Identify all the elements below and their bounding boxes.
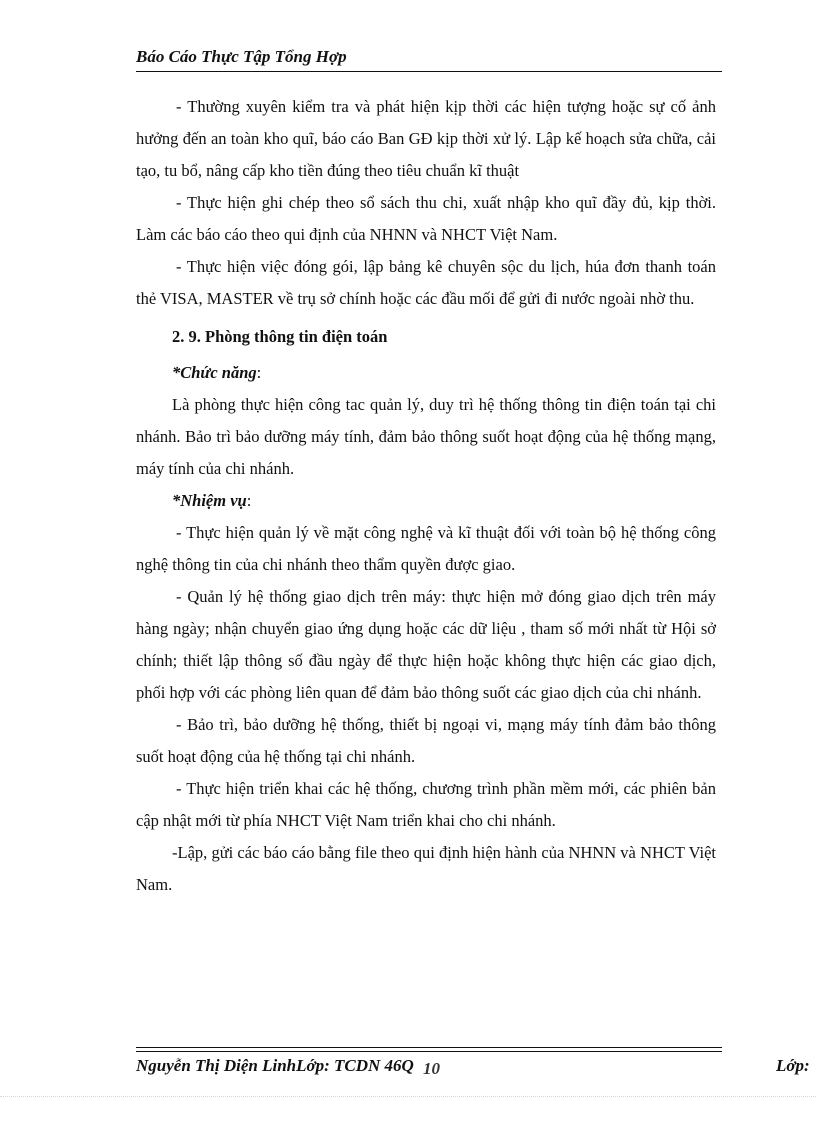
function-colon: :	[256, 363, 262, 382]
paragraph-vault-inspection: - Thường xuyên kiểm tra và phát hiện kịp thời các hiện tượng hoặc sự cố ảnh hưởng đến an toàn kho quĩ, báo cáo Ban GĐ kịp thời xử lý. Lập kế hoạch sửa chữa, cải tạo, tu bổ, nâng cấp kho tiền đúng theo tiêu chuẩn kĩ thuật	[136, 97, 716, 180]
section-heading: 2. 9. Phòng thông tin điện toán	[172, 327, 388, 346]
paragraph-travel-cheques: - Thực hiện việc đóng gói, lập bảng kê chuyên sộc du lịch, húa đơn thanh toán thẻ VISA, MASTER về trụ sở chính hoặc các đầu mối để gửi đi nước ngoài nhờ thu.	[136, 257, 716, 308]
footer-class-label: Lớp:	[776, 1056, 810, 1075]
paragraph-record-keeping: - Thực hiện ghi chép theo sổ sách thu chi, xuất nhập kho quĩ đầy đủ, kịp thời. Làm các báo cáo theo qui định của NHNN và NHCT Việt Nam.	[136, 193, 716, 244]
paragraph-maintenance: - Bảo trì, bảo dưỡng hệ thống, thiết bị ngoại vi, mạng máy tính đảm bảo thông suốt hoạt động của hệ thống tại chi nhánh.	[136, 715, 716, 766]
page-header-title: Báo Cáo Thực Tập Tổng Hợp	[136, 47, 347, 66]
page-number: 10	[423, 1059, 440, 1078]
footer-author-class: Nguyễn Thị Diện LinhLớp: TCDN 46Q	[136, 1056, 414, 1075]
paragraph-function: Là phòng thực hiện công tac quản lý, duy trì hệ thống thông tin điện toán tại chi nhánh. Bảo trì bảo dưỡng máy tính, đảm bảo thông suốt hoạt động của hệ thống mạng, máy tính của chi nhánh.	[136, 395, 716, 478]
function-subheading	[136, 357, 716, 389]
header-divider	[136, 71, 722, 72]
footer-divider-top	[136, 1047, 722, 1048]
paragraph-transaction-system: - Quản lý hệ thống giao dịch trên máy: thực hiện mở đóng giao dịch trên máy hàng ngày; nhận chuyển giao ứng dụng hoặc các dữ liệu , tham số mới nhất từ Hội sở chính; thiết lập thông số đầu ngày để thực hiện hoặc không thực hiện các giao dịch, phối hợp với các phòng liên quan để đảm bảo thông suốt các giao dịch của chi nhánh.	[136, 587, 716, 702]
paragraph-reporting: -Lập, gửi các báo cáo bằng file theo qui định hiện hành của NHNN và NHCT Việt Nam.	[136, 843, 716, 894]
page-bottom-dotted-line	[0, 1096, 816, 1097]
duty-label: *Nhiệm vụ	[172, 491, 247, 510]
paragraph-tech-management: - Thực hiện quản lý về mặt công nghệ và kĩ thuật đối với toàn bộ hệ thống công nghệ thông tin của chi nhánh theo thẩm quyền được giao.	[136, 523, 716, 574]
document-body	[136, 91, 716, 901]
duty-subheading	[136, 485, 716, 517]
function-label: *Chức năng	[172, 363, 257, 382]
footer-divider-bottom	[136, 1051, 722, 1052]
duty-colon: :	[246, 491, 252, 510]
paragraph-deployment: - Thực hiện triển khai các hệ thống, chương trình phần mềm mới, các phiên bản cập nhật mới từ phía NHCT Việt Nam triển khai cho chi nhánh.	[136, 779, 716, 830]
